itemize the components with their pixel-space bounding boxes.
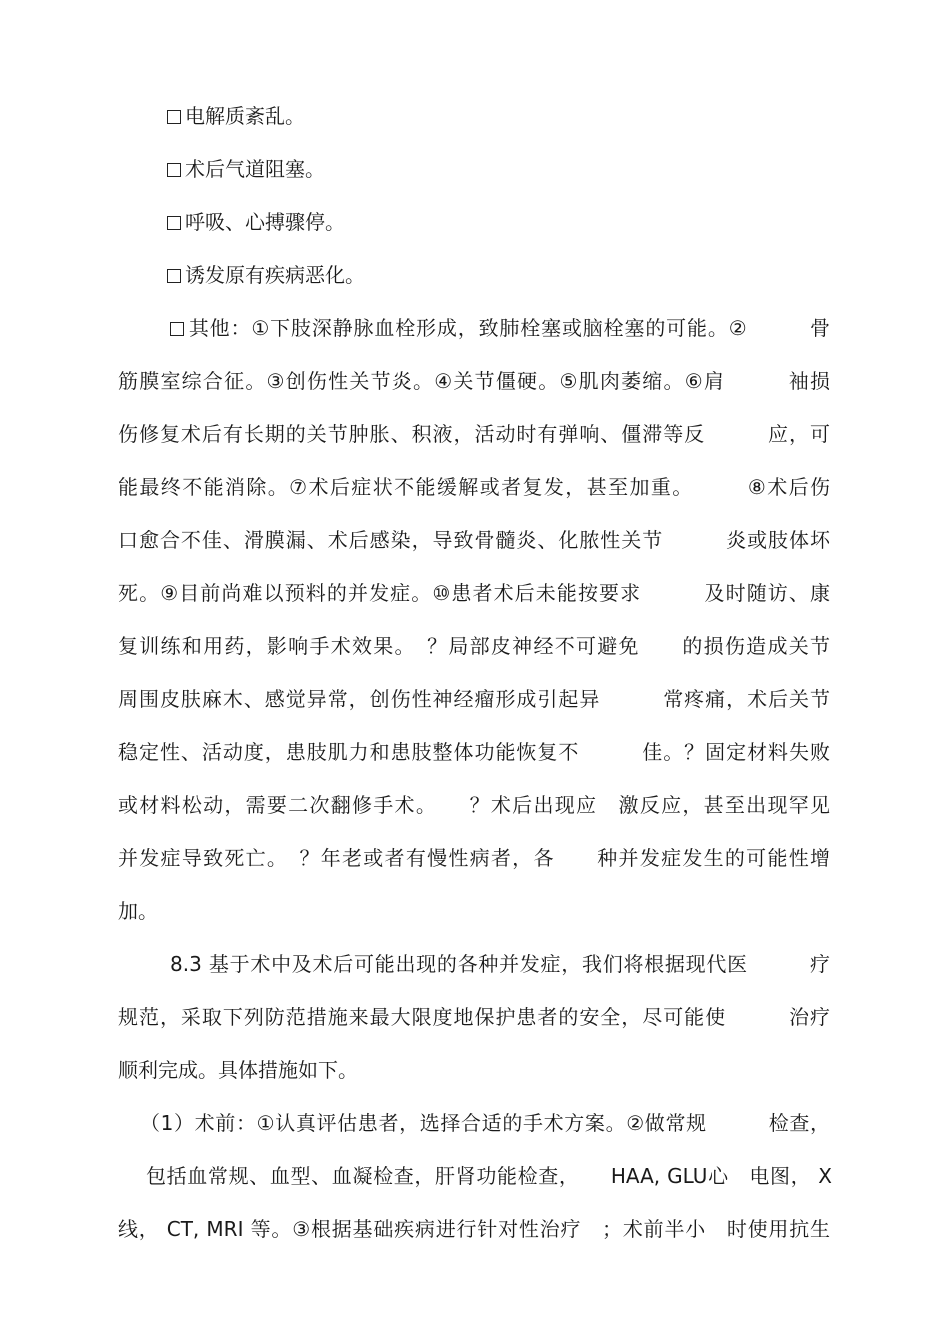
paragraph-line: 顺利完成。具体措施如下。 [118, 1058, 358, 1082]
paragraph-line: 能最终不能消除。⑦术后症状不能缓解或者复发，甚至加重。 ⑧术后伤 [118, 475, 830, 499]
checkbox-icon [167, 216, 181, 230]
paragraph-line: 其他：①下肢深静脉血栓形成，致肺栓塞或脑栓塞的可能。② 骨 [170, 315, 830, 341]
paragraph-line: 8.3 基于术中及术后可能出现的各种并发症，我们将根据现代医 疗 [170, 952, 830, 976]
checkbox-icon [167, 163, 181, 177]
paragraph-line: 复训练和用药，影响手术效果。 ？局部皮神经不可避免 的损伤造成关节 [118, 634, 830, 658]
paragraph-line: 线， CT, MRI 等。③根据基础疾病进行针对性治疗 ；术前半小 时使用抗生 [118, 1217, 830, 1241]
checkbox-icon [167, 110, 181, 124]
paragraph-line: 加。 [118, 899, 158, 923]
checkbox-item: 诱发原有疾病恶化。 [167, 262, 365, 288]
paragraph-line: 口愈合不佳、滑膜漏、术后感染，导致骨髓炎、化脓性关节 炎或肢体坏 [118, 528, 830, 552]
checkbox-icon [167, 269, 181, 283]
checkbox-icon [170, 322, 184, 336]
checkbox-item: 呼吸、心搏骤停。 [167, 209, 345, 235]
paragraph-line: 包括血常规、血型、血凝检查，肝肾功能检查， HAA, GLU心 电图， X [146, 1164, 832, 1188]
paragraph-line: 筋膜室综合征。③创伤性关节炎。④关节僵硬。⑤肌肉萎缩。⑥肩 袖损 [118, 369, 830, 393]
paragraph-line: 伤修复术后有长期的关节肿胀、积液，活动时有弹响、僵滞等反 应，可 [118, 422, 830, 446]
paragraph-line: 并发症导致死亡。 ？年老或者有慢性病者，各 种并发症发生的可能性增 [118, 846, 830, 870]
paragraph-line: 死。⑨目前尚难以预料的并发症。⑩患者术后未能按要求 及时随访、康 [118, 581, 830, 605]
checkbox-item: 术后气道阻塞。 [167, 156, 325, 182]
paragraph-line: 或材料松动，需要二次翻修手术。 ？术后出现应 激反应，甚至出现罕见 [118, 793, 830, 817]
paragraph-line: 规范，采取下列防范措施来最大限度地保护患者的安全，尽可能使 治疗 [118, 1005, 830, 1029]
checkbox-item: 电解质紊乱。 [167, 103, 305, 129]
paragraph-line: 周围皮肤麻木、感觉异常，创伤性神经瘤形成引起异 常疼痛，术后关节 [118, 687, 830, 711]
paragraph-line: （1）术前：①认真评估患者，选择合适的手术方案。②做常规 检查， [140, 1111, 830, 1135]
paragraph-line: 稳定性、活动度，患肢肌力和患肢整体功能恢复不 佳。？固定材料失败 [118, 740, 830, 764]
